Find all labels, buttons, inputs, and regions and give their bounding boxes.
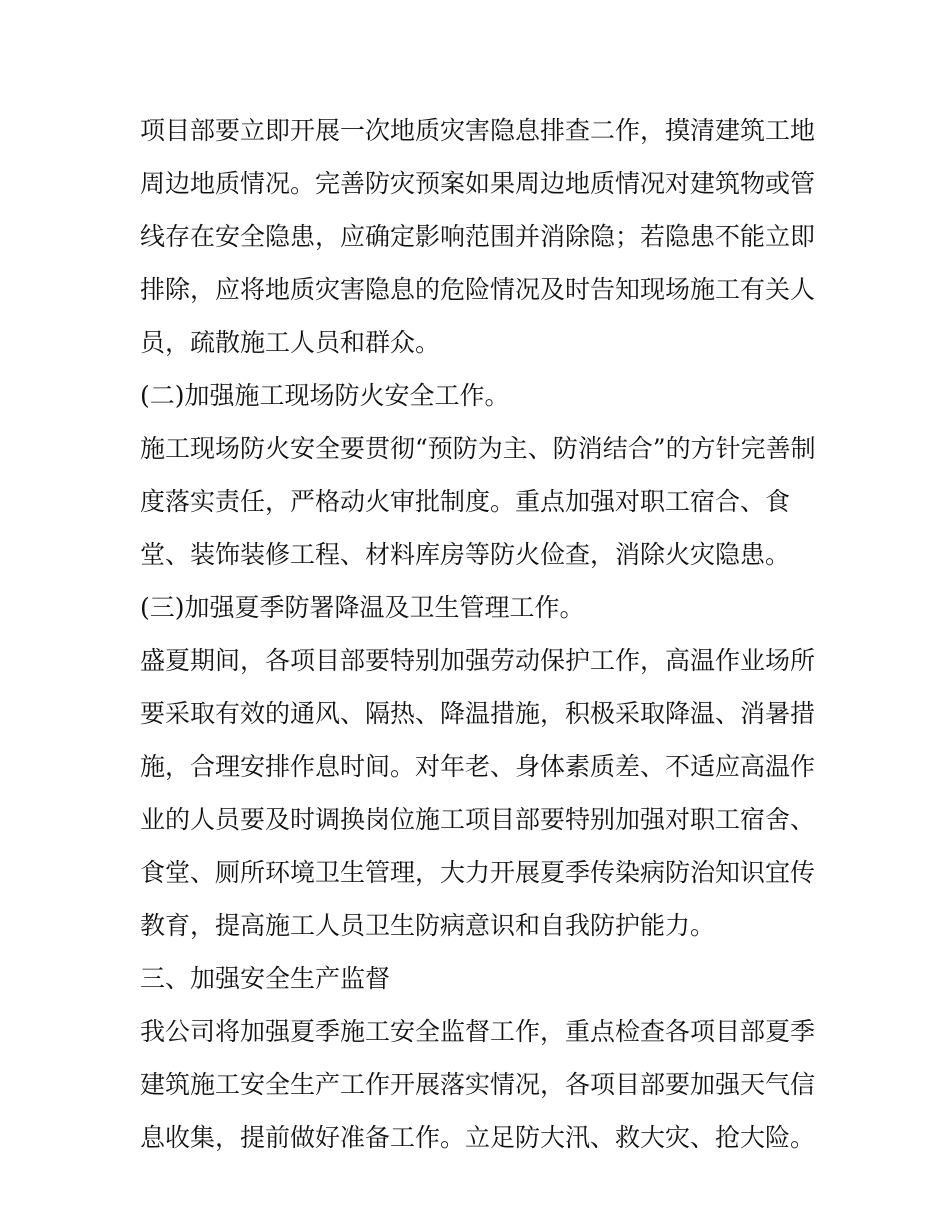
heading-line: (二)加强施工现场防火安全工作。 <box>140 381 510 410</box>
text-line: 排除，应将地质灾害隐息的危险情况及时告知现场施工有关人 <box>140 275 816 304</box>
text-line: 线存在安全隐患，应确定影响范围并消除隐；若隐患不能立即 <box>140 222 816 251</box>
text-line: 施工现场防火安全要贯彻“预防为主、防消结合”的方针完善制 <box>140 434 816 463</box>
section-heading-supervision <box>140 952 820 1005</box>
text-line: 业的人员要及时调换岗位施工项目部要特别加强对职工宿舍、 <box>140 805 816 834</box>
paragraph-fire-safety <box>140 422 820 581</box>
text-line: 度落实责任，严格动火审批制度。重点加强对职工宿合、食 <box>140 487 791 516</box>
text-line: 周边地质情况。完善防灾预案如果周边地质情况对建筑物或管 <box>140 169 816 198</box>
paragraph-geo-hazard <box>140 104 820 369</box>
heading-line: (三)加强夏季防署降温及卫生管理工作。 <box>140 593 585 622</box>
text-line: 施，合理安排作息时间。对年老、身体素质差、不适应高温作 <box>140 752 816 781</box>
text-line: 食堂、厕所环境卫生管理，大力开展夏季传染病防治知识宜传 <box>140 858 816 887</box>
section-heading-fire-safety <box>140 369 820 422</box>
text-line: 要采取有效的通风、隔热、降温措施，积极采取降温、消暑措 <box>140 699 816 728</box>
text-line: 教育，提高施工人员卫生防病意识和自我防护能力。 <box>140 911 716 940</box>
text-line: 盛夏期间，各项目部要特别加强劳动保护工作，高温作业场所 <box>140 646 816 675</box>
text-line: 我公司将加强夏季施工安全监督工作，重点检查各项目部夏季 <box>140 1017 816 1046</box>
text-line: 项目部要立即开展一次地质灾害隐息排查二作，摸清建筑工地 <box>140 116 816 145</box>
paragraph-summer-health <box>140 634 820 952</box>
section-heading-summer-health <box>140 581 820 634</box>
heading-line: 三、加强安全生产监督 <box>140 964 391 993</box>
paragraph-supervision <box>140 1005 820 1164</box>
text-line: 建筑施工安全生产工作开展落实情况，各项目部要加强天气信 <box>140 1070 816 1099</box>
text-line: 息收集，提前做好准备工作。立足防大汛、救大灾、抢大险。 <box>140 1123 816 1152</box>
document-body <box>140 104 820 1164</box>
text-line: 员，疏散施工人员和群众。 <box>140 328 441 357</box>
text-line: 堂、装饰装修工程、材料库房等防火俭查，消除火灾隐患。 <box>140 540 791 569</box>
